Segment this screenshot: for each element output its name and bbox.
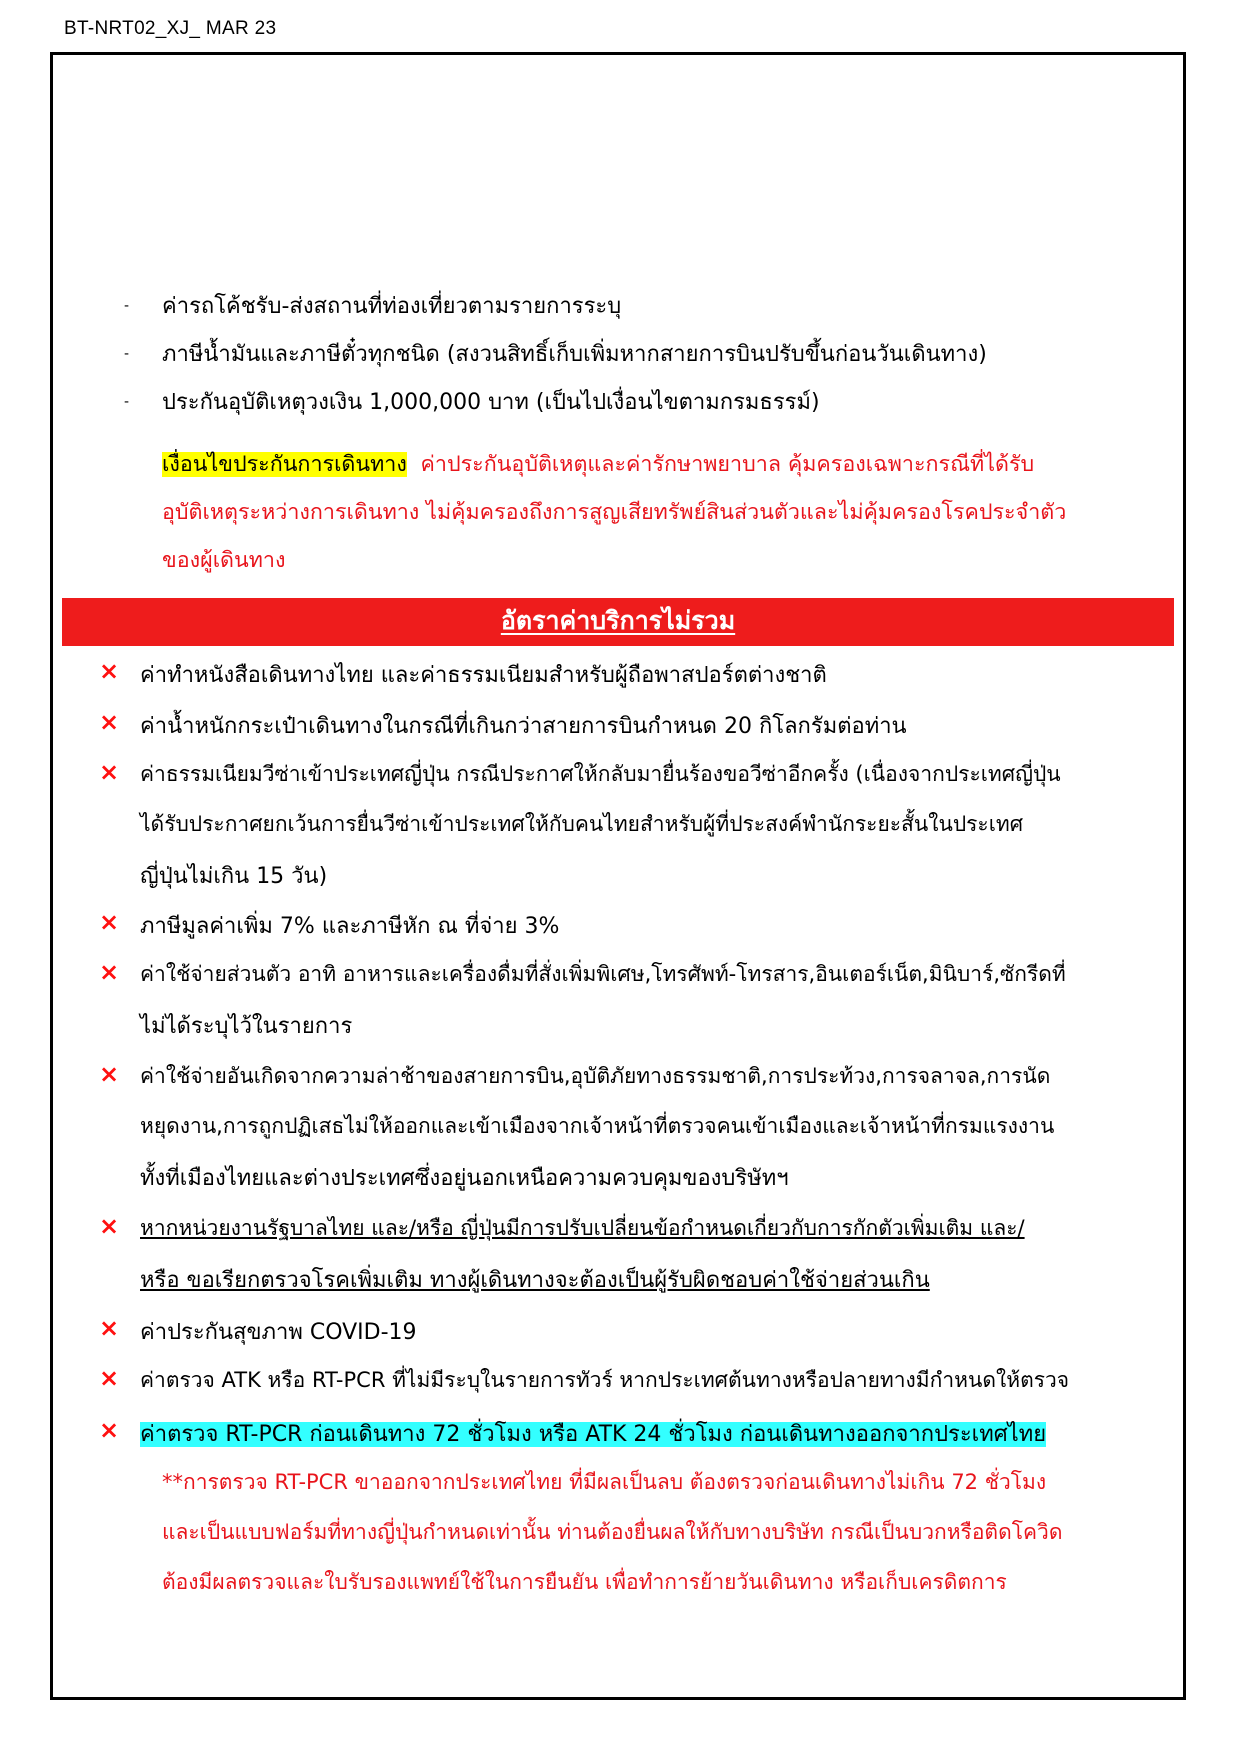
excluded-item-4: ภาษีมูลค่าเพิ่ม 7% และภาษีหัก ณ ที่จ่าย 3%: [140, 914, 560, 939]
excluded-item-7-line-2: หรือ ขอเรียกตรวจโรคเพิ่มเติม ทางผู้เดินทางจะต้องเป็นผู้รับผิดชอบค่าใช้จ่ายส่วนเกิน: [140, 1268, 930, 1293]
dash-bullet: -: [124, 394, 130, 410]
document-code: BT-NRT02_XJ_ MAR 23: [64, 18, 277, 39]
insurance-text-1: ค่าประกันอุบัติเหตุและค่ารักษาพยาบาล คุ้มครองเฉพาะกรณีที่ได้รับ: [420, 452, 1035, 477]
excluded-item-9: ค่าตรวจ ATK หรือ RT-PCR ที่ไม่มีระบุในรายการทัวร์ หากประเทศต้นทางหรือปลายทางมีกำหนดให้ตรวจ: [140, 1368, 1070, 1392]
x-bullet-icon: ×: [99, 1416, 120, 1444]
dash-bullet: -: [124, 346, 130, 362]
x-bullet-icon: ×: [99, 758, 120, 786]
note-line-3: ต้องมีผลตรวจและใบรับรองแพทย์ใช้ในการยืนยัน เพื่อทำการย้ายวันเดินทาง หรือเก็บเครดิตการ: [162, 1570, 1007, 1594]
x-bullet-icon: ×: [99, 657, 120, 685]
note-line-1: **การตรวจ RT-PCR ขาออกจากประเทศไทย ที่มีผลเป็นลบ ต้องตรวจก่อนเดินทางไม่เกิน 72 ชั่วโมง: [162, 1470, 1047, 1494]
excluded-item-3-line-2: ได้รับประกาศยกเว้นการยื่นวีซ่าเข้าประเทศให้กับคนไทยสำหรับผู้ที่ประสงค์พำนักระยะสั้นในประเทศ: [140, 812, 1024, 836]
included-item-1: ค่ารถโค้ชรับ-ส่งสถานที่ท่องเที่ยวตามรายการระบุ: [162, 294, 622, 319]
excluded-item-5-line-1: ค่าใช้จ่ายส่วนตัว อาทิ อาหารและเครื่องดื่มที่สั่งเพิ่มพิเศษ,โทรศัพท์-โทรสาร,อินเตอร์เน็ต,มินิบาร์,ซักรีดที่: [140, 962, 1066, 986]
x-bullet-icon: ×: [99, 1364, 120, 1392]
excluded-item-5-line-2: ไม่ได้ระบุไว้ในรายการ: [140, 1014, 353, 1039]
excluded-item-10: [140, 1416, 1046, 1451]
insurance-label: เงื่อนไขประกันการเดินทาง: [162, 452, 407, 477]
insurance-line-1: [162, 447, 1034, 481]
included-item-3: ประกันอุบัติเหตุวงเงิน 1,000,000 บาท (เป็นไปเงื่อนไขตามกรมธรรม์): [162, 390, 820, 415]
excluded-item-6-line-2: หยุดงาน,การถูกปฏิเสธไม่ให้ออกและเข้าเมืองจากเจ้าหน้าที่ตรวจคนเข้าเมืองและเจ้าหน้าที่กรมแรงงาน: [140, 1114, 1055, 1138]
excluded-item-3-line-3: ญี่ปุ่นไม่เกิน 15 วัน): [140, 864, 328, 889]
rt-pcr-highlight: ค่าตรวจ RT-PCR ก่อนเดินทาง 72 ชั่วโมง หรือ ATK 24 ชั่วโมง ก่อนเดินทางออกจากประเทศไทย: [140, 1422, 1047, 1447]
x-bullet-icon: ×: [99, 1314, 120, 1342]
excluded-item-1: ค่าทำหนังสือเดินทางไทย และค่าธรรมเนียมสำหรับผู้ถือพาสปอร์ตต่างชาติ: [140, 663, 827, 688]
x-bullet-icon: ×: [99, 708, 120, 736]
excluded-item-6-line-1: ค่าใช้จ่ายอันเกิดจากความล่าช้าของสายการบิน,อุบัติภัยทางธรรมชาติ,การประท้วง,การจลาจล,การนัด: [140, 1064, 1051, 1088]
excluded-item-7-line-1: หากหน่วยงานรัฐบาลไทย และ/หรือ ญี่ปุ่นมีการปรับเปลี่ยนข้อกำหนดเกี่ยวกับการกักตัวเพิ่มเติม และ/: [140, 1216, 1025, 1240]
dash-bullet: -: [124, 298, 130, 314]
excluded-item-3-line-1: ค่าธรรมเนียมวีซ่าเข้าประเทศญี่ปุ่น กรณีประกาศให้กลับมายื่นร้องขอวีซ่าอีกครั้ง (เนื่องจากประเทศญี่ปุ่น: [140, 762, 1061, 786]
included-item-2: ภาษีน้ำมันและภาษีตั๋วทุกชนิด (สงวนสิทธิ์เก็บเพิ่มหากสายการบินปรับขึ้นก่อนวันเดินทาง): [162, 342, 987, 367]
note-line-2: และเป็นแบบฟอร์มที่ทางญี่ปุ่นกำหนดเท่านั้น ท่านต้องยื่นผลให้กับทางบริษัท กรณีเป็นบวกหรือติดโควิด: [162, 1520, 1063, 1544]
excluded-item-8: ค่าประกันสุขภาพ COVID-19: [140, 1320, 417, 1345]
excluded-item-2: ค่าน้ำหนักกระเป๋าเดินทางในกรณีที่เกินกว่าสายการบินกำหนด 20 กิโลกรัมต่อท่าน: [140, 714, 907, 739]
section-banner: อัตราค่าบริการไม่รวม: [62, 598, 1174, 646]
excluded-item-6-line-3: ทั้งที่เมืองไทยและต่างประเทศซึ่งอยู่นอกเหนือความควบคุมของบริษัทฯ: [140, 1166, 789, 1191]
insurance-line-2: อุบัติเหตุระหว่างการเดินทาง ไม่คุ้มครองถึงการสูญเสียทรัพย์สินส่วนตัวและไม่คุ้มครองโรคประจำตัว: [162, 500, 1067, 525]
insurance-line-3: ของผู้เดินทาง: [162, 548, 286, 573]
x-bullet-icon: ×: [99, 958, 120, 986]
x-bullet-icon: ×: [99, 1212, 120, 1240]
x-bullet-icon: ×: [99, 908, 120, 936]
x-bullet-icon: ×: [99, 1060, 120, 1088]
